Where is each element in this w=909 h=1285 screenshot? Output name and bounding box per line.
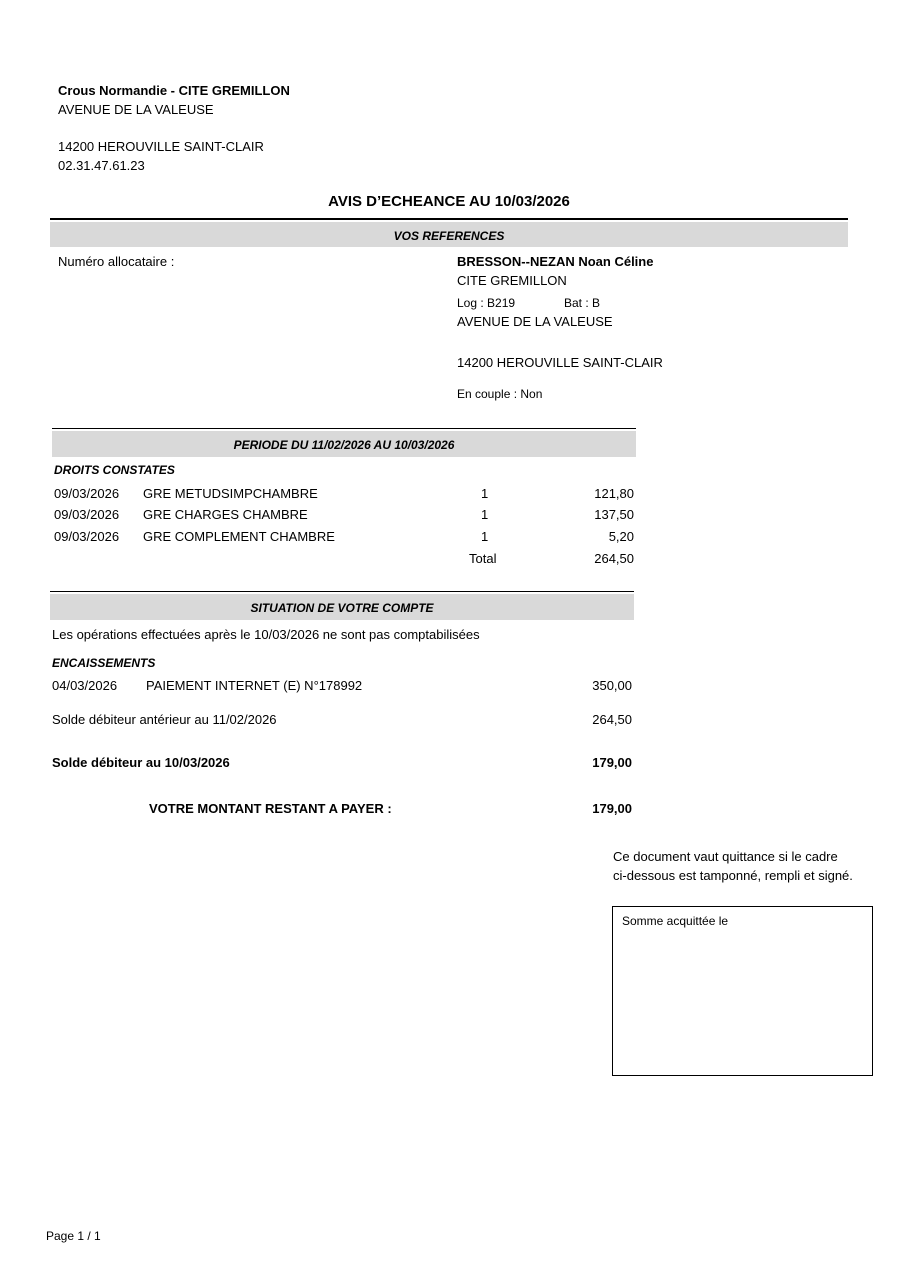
- sender-phone: 02.31.47.61.23: [58, 158, 145, 173]
- remaining-value: 179,00: [592, 801, 632, 816]
- couple-status: En couple : Non: [457, 387, 543, 401]
- recipient-log: Log : B219: [457, 296, 516, 310]
- references-heading: VOS REFERENCES: [393, 229, 505, 243]
- account-note: Les opérations effectuées après le 10/03/2026 ne sont pas comptabilisées: [52, 627, 480, 642]
- droits-date: 09/03/2026: [54, 507, 120, 522]
- sender-name: Crous Normandie - CITE GREMILLON: [58, 83, 290, 98]
- title-rule: [50, 218, 848, 220]
- receipt-note-line2: ci-dessous est tamponné, rempli et signé.: [613, 868, 853, 883]
- receipt-box: [612, 906, 873, 1076]
- previous-balance-label: Solde débiteur antérieur au 11/02/2026: [52, 712, 277, 727]
- droits-qty: 1: [481, 529, 489, 544]
- sender-city: 14200 HEROUVILLE SAINT-CLAIR: [58, 139, 264, 154]
- account-rule: [50, 591, 634, 592]
- droits-amount: 5,20: [608, 529, 634, 544]
- droits-date: 09/03/2026: [54, 529, 120, 544]
- droits-date: 09/03/2026: [54, 486, 120, 501]
- balance-value: 179,00: [592, 755, 632, 770]
- droits-amount: 121,80: [594, 486, 634, 501]
- previous-balance-value: 264,50: [592, 712, 632, 727]
- remaining-label: VOTRE MONTANT RESTANT A PAYER :: [149, 801, 392, 816]
- balance-label: Solde débiteur au 10/03/2026: [52, 755, 230, 770]
- account-heading: SITUATION DE VOTRE COMPTE: [250, 601, 434, 615]
- payment-amount: 350,00: [592, 678, 632, 693]
- droits-label-text: GRE COMPLEMENT CHAMBRE: [143, 529, 335, 544]
- droits-qty: 1: [481, 507, 489, 522]
- receipt-note-line1: Ce document vaut quittance si le cadre: [613, 849, 838, 864]
- document-title: AVIS D’ECHEANCE AU 10/03/2026: [328, 193, 570, 210]
- receipt-box-label: Somme acquittée le: [622, 914, 729, 928]
- recipient-street: AVENUE DE LA VALEUSE: [457, 314, 613, 329]
- droits-label-text: GRE METUDSIMPCHAMBRE: [143, 486, 318, 501]
- total-value: 264,50: [594, 551, 634, 566]
- recipient-city: 14200 HEROUVILLE SAINT-CLAIR: [457, 355, 663, 370]
- payment-date: 04/03/2026: [52, 678, 118, 693]
- period-rule: [52, 428, 636, 429]
- period-heading: PERIODE DU 11/02/2026 AU 10/03/2026: [233, 438, 455, 452]
- sender-street: AVENUE DE LA VALEUSE: [58, 102, 214, 117]
- payment-label: PAIEMENT INTERNET (E) N°178992: [146, 678, 363, 693]
- droits-label-text: GRE CHARGES CHAMBRE: [143, 507, 308, 522]
- recipient-name: BRESSON--NEZAN Noan Céline: [457, 254, 654, 269]
- droits-qty: 1: [481, 486, 489, 501]
- droits-amount: 137,50: [594, 507, 634, 522]
- page-number: Page 1 / 1: [46, 1229, 101, 1243]
- total-label: Total: [469, 551, 497, 566]
- droits-label: DROITS CONSTATES: [54, 463, 175, 477]
- recipient-bat: Bat : B: [564, 296, 601, 310]
- allocataire-label: Numéro allocataire :: [58, 254, 175, 269]
- recipient-residence: CITE GREMILLON: [457, 273, 567, 288]
- encaissements-label: ENCAISSEMENTS: [52, 656, 156, 670]
